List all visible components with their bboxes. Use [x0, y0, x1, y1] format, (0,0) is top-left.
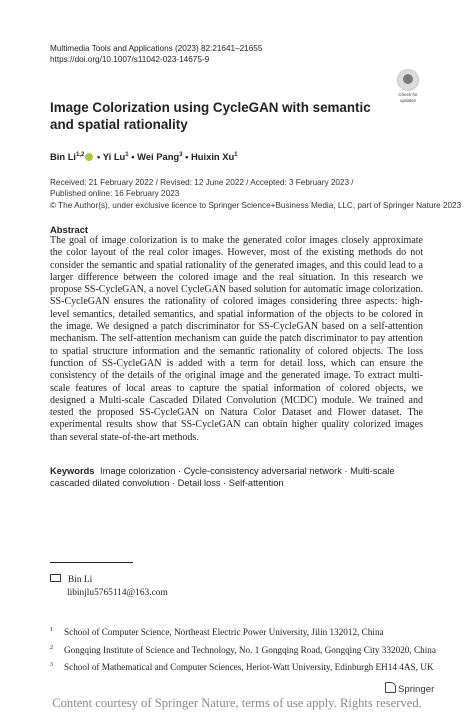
doi-link[interactable]: https://doi.org/10.1007/s11042-023-14675-9: [50, 55, 210, 64]
envelope-icon: [50, 574, 61, 582]
abstract-text: The goal of image colorization is to make the generated color images closely approximate the color layout of the real color images. However, most of the existing methods do not consider the semantic and spatial rationality of the generated images, and this could lead to a larger difference between the colored image and the real situation. In this research we propose SS-CycleGAN, a novel CycleGAN based solution for automatic image colorization. SS-CycleGAN ensures the rationality of colored images considering three aspects: high-level semantics, detailed semantics, and spatial information of the objects to be colored in the image. We designed a patch discriminator for SS-CycleGAN based on a self-attention mechanism. The self-attention mechanism can guide the patch discriminator to pay attention to spatial structure information and the semantic rationality of colored objects. The loss function of SS-CycleGAN is added with a term for detail loss, which can ensure the consistency of the details of the original image and the generated image. To extract multi-scale features of local areas to capture the spatial information of colored objects, we designed a Multi-scale Cascaded Dilated Convolution (MCDC) module. We trained and tested the proposed SS-CycleGAN on Natura Color Dataset and Flower dataset. The experimental results show that SS-CycleGAN can obtain higher quality colorized images than several state-of-the-art methods.: [50, 235, 423, 443]
dates-line2: Published online: 16 February 2023: [50, 189, 180, 199]
journal-info: [50, 43, 262, 65]
keywords-label: Keywords: [50, 466, 95, 476]
author-separator: •: [94, 151, 103, 163]
footnote-divider: [50, 562, 133, 563]
publisher-name: Springer: [398, 684, 435, 695]
author-name[interactable]: Huixin Xu: [191, 151, 235, 163]
author-list: [50, 149, 238, 163]
keywords: [50, 465, 425, 489]
author-affiliation-sup: 1,2: [76, 152, 85, 158]
author-affiliation-sup: 1: [234, 152, 238, 158]
check-for-updates-badge[interactable]: [393, 69, 423, 103]
affiliation-2: [50, 642, 436, 656]
publisher-logo: [385, 682, 434, 695]
badge-line2: updates: [399, 98, 416, 103]
badge-line1: Check for: [398, 92, 418, 97]
author-name[interactable]: Bin Li: [50, 151, 77, 163]
affiliation-number: 2: [50, 645, 53, 651]
corresponding-email[interactable]: libinjlu5765114@163.com: [67, 587, 168, 598]
author-name[interactable]: Wei Pang: [137, 151, 180, 163]
author-affiliation-sup: 3: [179, 152, 183, 158]
dates-line1: Received: 21 February 2022 / Revised: 12 June 2022 / Accepted: 3 February 2023 /: [50, 178, 354, 187]
affiliation-text: School of Computer Science, Northeast Electric Power University, Jilin 132012, China: [64, 627, 384, 637]
affiliation-number: 1: [50, 627, 53, 633]
corresponding-author: Bin Li: [68, 575, 93, 585]
affiliation-text: Gongqing Institute of Science and Technology, No. 1 Gongqing Road, Gongqing City 332020, China: [64, 645, 436, 655]
affiliation-number: 3: [50, 662, 53, 668]
orcid-icon[interactable]: [85, 153, 93, 161]
springer-horse-icon: [385, 682, 396, 693]
author-affiliation-sup: 1: [125, 152, 129, 158]
footer-notice: Content courtesy of Springer Nature, terms of use apply. Rights reserved.: [52, 696, 422, 710]
paper-title: Image Colorization using CycleGAN with semantic and spatial rationality: [50, 100, 371, 132]
correspondence: [50, 574, 168, 599]
author-separator: •: [128, 151, 138, 163]
update-icon: [397, 69, 419, 91]
author-separator: •: [182, 151, 192, 163]
copyright-line: © The Author(s), under exclusive licence to Springer Science+Business Media, LLC, part of Springer Nature 2023: [50, 200, 462, 210]
journal-citation: Multimedia Tools and Applications (2023) 82:21641–21655: [50, 44, 263, 53]
abstract-heading: Abstract: [50, 224, 89, 235]
publication-dates: [50, 177, 461, 211]
keywords-text: Image colorization · Cycle-consistency adversarial network · Multi-scale cascaded dilated convolution · Detail loss · Self-attention: [50, 466, 395, 488]
affiliation-1: [50, 624, 384, 638]
affiliation-3: [50, 659, 434, 673]
affiliation-text: School of Mathematical and Computer Sciences, Heriot-Watt University, Edinburgh EH14 4AS, UK: [64, 662, 434, 672]
author-name[interactable]: Yi Lu: [102, 151, 126, 163]
